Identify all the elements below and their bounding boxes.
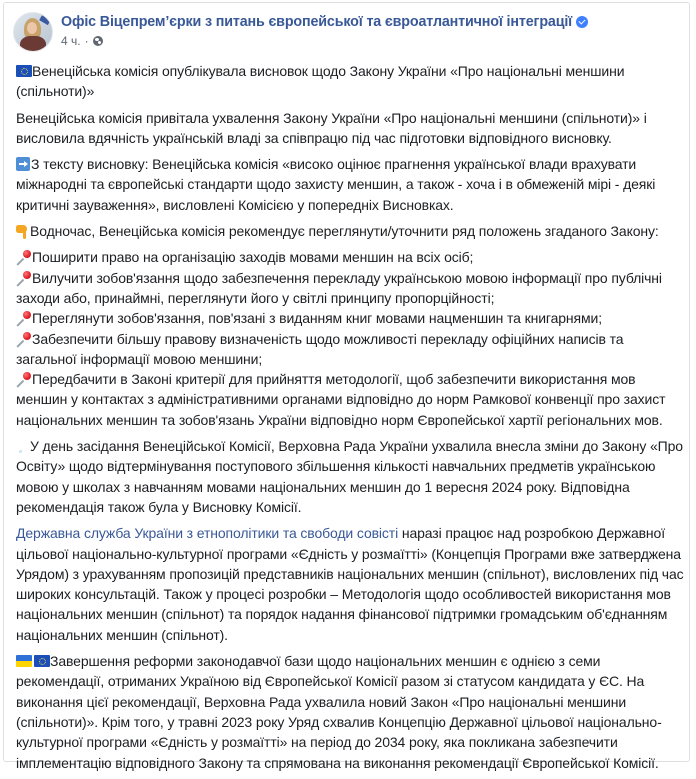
- pushpin-icon: [16, 270, 32, 286]
- pushpin-icon: [16, 331, 32, 347]
- paragraph-ethnopolicy: [16, 523, 684, 645]
- pushpin-icon: [16, 371, 32, 387]
- page-name-link[interactable]: [61, 13, 588, 31]
- post-card: [3, 2, 690, 771]
- faint-emoji-icon: [16, 440, 30, 454]
- recommendations-list: [16, 247, 684, 430]
- paragraph-reform: [16, 651, 684, 773]
- post-timestamp[interactable]: 4 ч.: [61, 34, 81, 48]
- eu-flag-icon: [16, 65, 32, 77]
- list-item: [16, 268, 684, 309]
- recommends-text: Водночас, Венеційська комісія рекомендує переглянути/уточнити ряд положень згаданого Закону:: [30, 223, 659, 240]
- recommendation-text: Поширити право на організацію заходів мовами меншин на всіх осіб;: [32, 249, 474, 266]
- education-law-text: У день засідання Венеційської Комісії, Верховна Рада України ухвалила внесла зміни до Закону «Про Освіту» щодо відтермінування поступового збільшення кількості навчальних предметів українською мовою у школах з навчанням мовами національних меншин до 1 вересня 2024 року. Відповідна рекомендація також була у Висновку Комісії.: [16, 438, 683, 515]
- quote-text: З тексту висновку: Венеційська комісія «високо оцінює прагнення української влади врахувати міжнародні та європейські стандарти щодо захисту меншин, а також - хоча і в обмеженій мірі - деякі критичні зауваження», висловлені Комісією у попередніх Висновках.: [16, 156, 656, 213]
- list-item: [16, 329, 684, 370]
- post-content: [16, 61, 684, 779]
- pushpin-icon: [16, 310, 32, 326]
- post-header: [13, 12, 588, 52]
- ukraine-flag-icon: [16, 655, 32, 667]
- paragraph-quote: [16, 154, 684, 215]
- arrow-right-icon: [16, 157, 30, 171]
- paragraph-education-law: [16, 436, 684, 517]
- list-item: [16, 369, 684, 430]
- page-name[interactable]: Офіс Віцепрем’єрки з питань європейської та євроатлантичної інтеграції: [61, 14, 573, 30]
- headline-text: Венеційська комісія опублікувала висновок щодо Закону України «Про національні меншини (спільноти)»: [16, 63, 625, 100]
- avatar-background-sign: [39, 15, 51, 25]
- verified-badge-icon: [576, 16, 588, 28]
- recommendation-text: Забезпечити більшу правову визначеність щодо можливості перекладу офіційних написів та загальної інформації мовою меншини;: [16, 330, 624, 367]
- avatar-face: [27, 22, 37, 34]
- meta-separator: ·: [84, 34, 89, 48]
- reform-text: Завершення реформи законодавчої бази щодо національних меншин є однією з семи рекомендації, отриманих Україною від Європейської Комісії разом зі статусом кандидата у ЄС. На виконання цієї рекомендації, Верховна Рада ухвалила новий Закон «Про національні меншини (спільноти)». Крім того, у травні 2023 року Уряд схвалив Концепцію Державної цільової національно-культурної програми «Єдність у розмаїтті» на період до 2034 року, яка покликана забезпечити імплементацію відповідного Закону та спрямована на виконання рекомендації Європейської Комісії.: [16, 653, 662, 771]
- recommendation-text: Вилучити зобов'язання щодо забезпечення перекладу українською мовою інформації про публічні заходи або, принаймні, переглянути його у світлі принципу пропорційності;: [16, 269, 662, 306]
- avatar-body: [20, 36, 46, 52]
- paragraph-welcome: [16, 108, 684, 149]
- globe-icon[interactable]: [93, 36, 103, 46]
- list-item: [16, 247, 684, 267]
- pushpin-icon: [16, 249, 32, 265]
- recommendation-text: Переглянути зобов'язання, пов'язані з виданням книг мовами нацменшин та книгарнями;: [32, 310, 602, 327]
- eu-flag-icon: [34, 655, 50, 667]
- paragraph-headline: [16, 61, 684, 102]
- post-meta: [61, 34, 588, 48]
- avatar[interactable]: [13, 12, 53, 52]
- hand-pointing-down-icon: [16, 223, 30, 239]
- header-text: [61, 12, 588, 48]
- recommendation-text: Передбачити в Законі критерії для прийняття методології, щоб забезпечити використання мов меншин у контактах з адміністративними органами відповідно до норм Рамкової конвенції про захист національних меншин та зобов'язань України відповідно норм Європейської хартії регіональних мов.: [16, 371, 666, 428]
- ethnopolicy-text: наразі працює над розробкою Державної цільової національно-культурної програми «Єдність у розмаїтті» (Концепція Програми вже затверджена Урядом) з урахуванням пропозицій представників національних меншин (спільнот), висловлених під час широких консультацій. Також у процесі розробки – Методологія щодо особливостей використання мов національних меншин (спільнот) та порядок надання фінансової підтримки громадським об'єднанням національних меншин (спільнот).: [16, 525, 684, 643]
- ethnopolicy-service-link[interactable]: Державна служба України з етнополітики та свободи совісті: [16, 525, 399, 542]
- welcome-text: Венеційська комісія привітала ухвалення Закону України «Про національні меншини (спільноти)» і висловила вдячність українській владі за співпрацю під час підготовки відповідного висновку.: [16, 109, 647, 146]
- paragraph-recommends: [16, 221, 684, 241]
- list-item: [16, 308, 684, 328]
